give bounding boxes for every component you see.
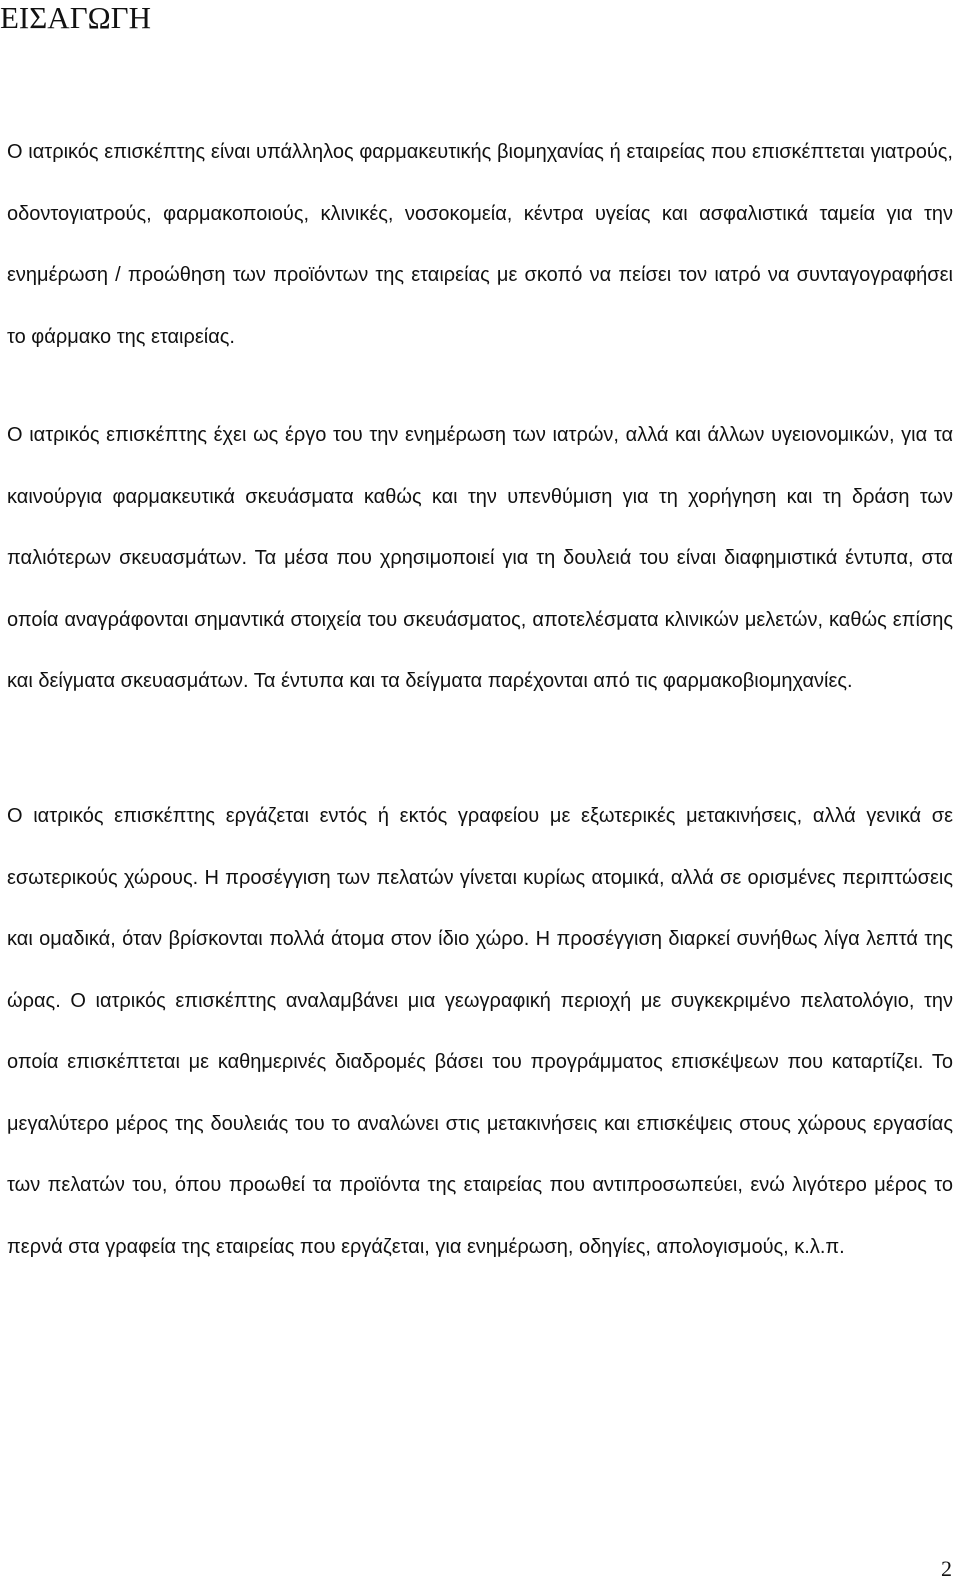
page-title: ΕΙΣΑΓΩΓΗ bbox=[0, 0, 151, 35]
paragraph-workplace: Ο ιατρικός επισκέπτης εργάζεται εντός ή εκτός γραφείου με εξωτερικές μετακινήσεις, αλλά γενικά σε εσωτερικούς χώρους. Η προσέγγιση των πελατών γίνεται κυρίως ατομικά, αλλά σε ορισμένες περιπτώσεις και ομαδικά, όταν βρίσκονται πολλά άτομα στον ίδιο χώρο. Η προσέγγιση διαρκεί συνήθως λίγα λεπτά της ώρας. Ο ιατρικός επισκέπτης αναλαμβάνει μια γεωγραφική περιοχή με συγκεκριμένο πελατολόγιο, την οποία επισκέπτεται με καθημερινές διαδρομές βάσει του προγράμματος επισκέψεων που καταρτίζει. Το μεγαλύτερο μέρος της δουλειάς του το αναλώνει στις μετακινήσεις και επισκέψεις στους χώρους εργασίας των πελατών του, όπου προωθεί τα προϊόντα της εταιρείας που αντιπροσωπεύει, ενώ λιγότερο μέρος το περνά στα γραφεία της εταιρείας που εργάζεται, για ενημέρωση, οδηγίες, απολογισμούς, κ.λ.π. bbox=[7, 805, 953, 1258]
page-number: 2 bbox=[941, 1556, 952, 1581]
paragraph-duties: Ο ιατρικός επισκέπτης έχει ως έργο του την ενημέρωση των ιατρών, αλλά και άλλων υγειονομικών, για τα καινούργια φαρμακευτικά σκευάσματα καθώς και την υπενθύμιση για τη χορήγηση και τη δράση των παλιότερων σκευασμάτων. Τα μέσα που χρησιμοποιεί για τη δουλειά του είναι διαφημιστικά έντυπα, στα οποία αναγράφονται σημαντικά στοιχεία του σκευάσματος, αποτελέσματα κλινικών μελετών, καθώς επίσης και δείγματα σκευασμάτων. Τα έντυπα και τα δείγματα παρέχονται από τις φαρμακοβιομηχανίες. bbox=[7, 424, 953, 692]
paragraph-intro: Ο ιατρικός επισκέπτης είναι υπάλληλος φαρμακευτικής βιομηχανίας ή εταιρείας που επισκέπτεται γιατρούς, οδοντογιατρούς, φαρμακοποιούς, κλινικές, νοσοκομεία, κέντρα υγείας και ασφαλιστικά ταμεία για την ενημέρωση / προώθηση των προϊόντων της εταιρείας με σκοπό να πείσει τον ιατρό να συνταγογραφήσει το φάρμακο της εταιρείας. bbox=[7, 141, 953, 348]
